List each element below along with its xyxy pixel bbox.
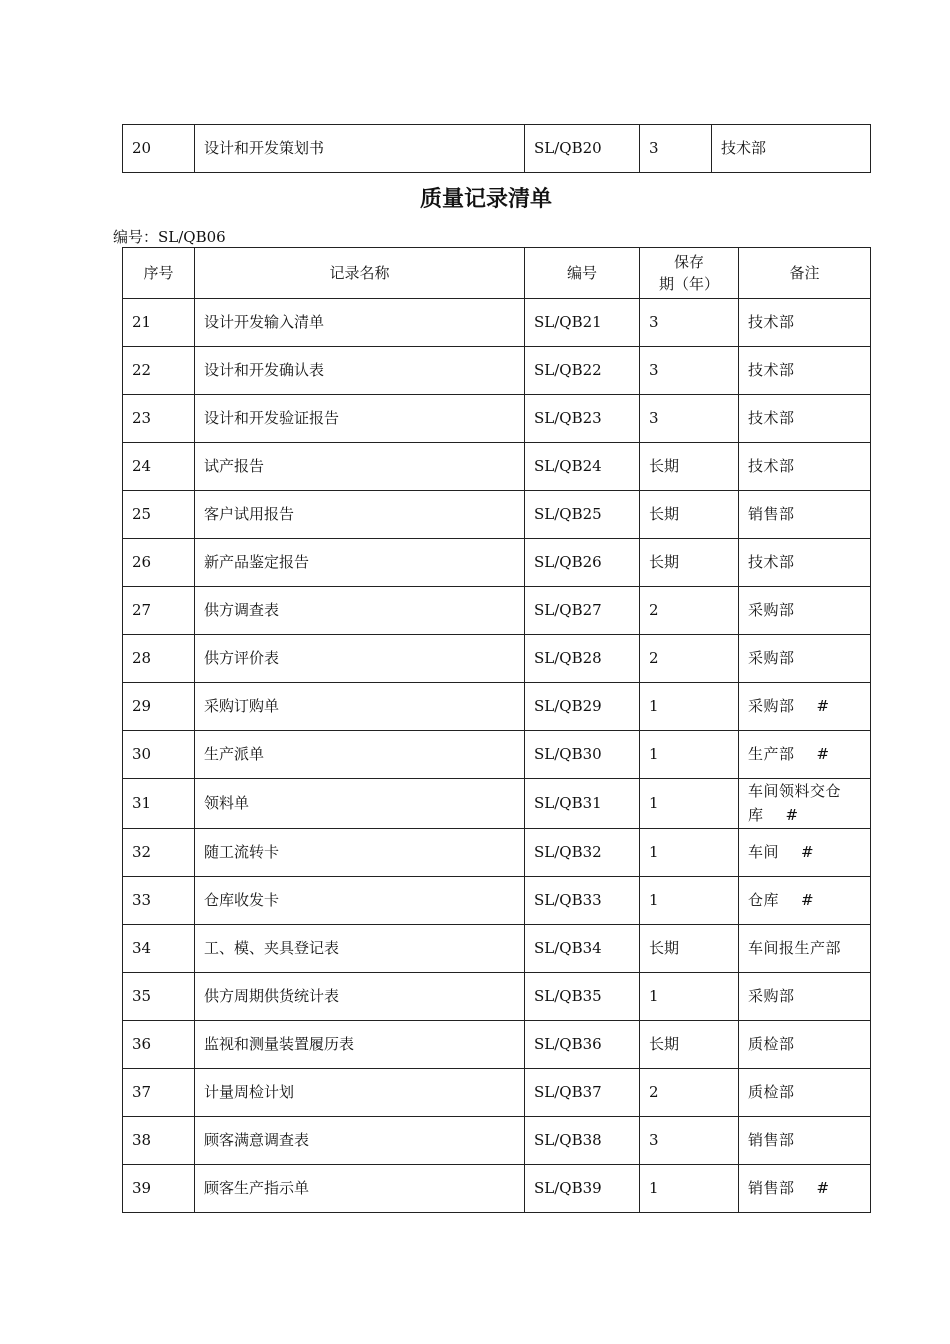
header-retention-line2: 期（年） — [658, 275, 719, 293]
remark — [739, 443, 871, 491]
record-name: 试产报告 — [195, 443, 525, 491]
record-code: SL/QB37 — [525, 1069, 640, 1117]
header-retention — [640, 248, 739, 299]
remark-text: 技术部 — [748, 312, 795, 331]
table-row — [123, 443, 871, 491]
record-name: 随工流转卡 — [195, 829, 525, 877]
row-number: 29 — [123, 683, 195, 731]
remark — [739, 829, 871, 877]
remark-text: 销售部 — [748, 504, 795, 523]
record-name: 监视和测量装置履历表 — [195, 1021, 525, 1069]
retention-period: 3 — [640, 299, 739, 347]
remark — [739, 925, 871, 973]
table-row — [123, 1069, 871, 1117]
row-number: 33 — [123, 877, 195, 925]
remark — [739, 1117, 871, 1165]
table-row — [123, 779, 871, 829]
table-header-row — [123, 248, 871, 299]
record-code: SL/QB26 — [525, 539, 640, 587]
remark-text: 车间报生产部 — [748, 938, 842, 957]
row-number: 31 — [123, 779, 195, 829]
record-name: 工、模、夹具登记表 — [195, 925, 525, 973]
retention-period: 1 — [640, 877, 739, 925]
record-code: SL/QB21 — [525, 299, 640, 347]
record-name: 顾客生产指示单 — [195, 1165, 525, 1213]
remark-text: 技术部 — [748, 408, 795, 427]
previous-page-table — [122, 124, 871, 173]
table-row — [123, 347, 871, 395]
page-title: 质量记录清单 — [419, 187, 552, 212]
remark — [739, 877, 871, 925]
remark-text: 仓库 — [748, 890, 780, 909]
document-number: 编号：SL/QB06 — [113, 228, 226, 246]
retention-period: 3 — [640, 1117, 739, 1165]
remark-text: 生产部 — [748, 744, 795, 763]
record-code: SL/QB22 — [525, 347, 640, 395]
retention-period: 3 — [640, 125, 712, 173]
remark-text: 质检部 — [748, 1034, 795, 1053]
record-code: SL/QB23 — [525, 395, 640, 443]
record-name: 采购订购单 — [195, 683, 525, 731]
retention-period: 1 — [640, 683, 739, 731]
retention-period: 长期 — [640, 1021, 739, 1069]
table-row — [123, 1117, 871, 1165]
remark-text: 采购部 — [748, 600, 795, 619]
quality-records-table — [122, 247, 871, 1213]
table-row — [123, 587, 871, 635]
row-number: 34 — [123, 925, 195, 973]
record-name: 设计和开发验证报告 — [195, 395, 525, 443]
record-code: SL/QB29 — [525, 683, 640, 731]
record-code: SL/QB24 — [525, 443, 640, 491]
remark — [739, 395, 871, 443]
record-name: 供方调查表 — [195, 587, 525, 635]
record-name: 仓库收发卡 — [195, 877, 525, 925]
record-code: SL/QB27 — [525, 587, 640, 635]
retention-period: 3 — [640, 347, 739, 395]
record-name: 设计和开发确认表 — [195, 347, 525, 395]
row-number: 38 — [123, 1117, 195, 1165]
table-row — [123, 973, 871, 1021]
record-code: SL/QB38 — [525, 1117, 640, 1165]
remark-text: 技术部 — [748, 360, 795, 379]
remark — [739, 347, 871, 395]
remark: 技术部 — [712, 125, 871, 173]
remark-mark: # — [801, 890, 815, 909]
remark-text: 质检部 — [748, 1082, 795, 1101]
remark — [739, 491, 871, 539]
table-row — [123, 877, 871, 925]
table-row — [123, 635, 871, 683]
row-number: 22 — [123, 347, 195, 395]
record-code: SL/QB34 — [525, 925, 640, 973]
retention-period: 2 — [640, 635, 739, 683]
remark — [739, 1069, 871, 1117]
remark — [739, 1021, 871, 1069]
record-code: SL/QB35 — [525, 973, 640, 1021]
record-name: 顾客满意调查表 — [195, 1117, 525, 1165]
record-name: 设计开发输入清单 — [195, 299, 525, 347]
table-row — [123, 125, 871, 173]
remark — [739, 587, 871, 635]
remark-text: 技术部 — [748, 552, 795, 571]
retention-period: 2 — [640, 1069, 739, 1117]
record-code: SL/QB28 — [525, 635, 640, 683]
remark — [739, 973, 871, 1021]
row-number: 26 — [123, 539, 195, 587]
header-retention-line1: 保存 — [673, 252, 704, 271]
record-code: SL/QB20 — [525, 125, 640, 173]
remark-text: 销售部 — [748, 1130, 795, 1149]
record-name: 生产派单 — [195, 731, 525, 779]
record-name: 新产品鉴定报告 — [195, 539, 525, 587]
retention-period: 长期 — [640, 443, 739, 491]
record-code: SL/QB32 — [525, 829, 640, 877]
row-number: 39 — [123, 1165, 195, 1213]
table-row — [123, 539, 871, 587]
retention-period: 2 — [640, 587, 739, 635]
table-row — [123, 683, 871, 731]
header-remark: 备注 — [739, 248, 871, 299]
row-number: 24 — [123, 443, 195, 491]
row-number: 28 — [123, 635, 195, 683]
record-code: SL/QB39 — [525, 1165, 640, 1213]
retention-period: 1 — [640, 829, 739, 877]
record-code: SL/QB33 — [525, 877, 640, 925]
table-row — [123, 1165, 871, 1213]
record-name: 计量周检计划 — [195, 1069, 525, 1117]
remark-text-line2: 库 — [748, 805, 764, 824]
record-code: SL/QB36 — [525, 1021, 640, 1069]
remark-text: 技术部 — [748, 456, 795, 475]
row-number: 21 — [123, 299, 195, 347]
remark — [739, 779, 871, 829]
remark-mark: # — [801, 842, 815, 861]
row-number: 30 — [123, 731, 195, 779]
record-code: SL/QB25 — [525, 491, 640, 539]
remark — [739, 299, 871, 347]
record-name: 领料单 — [195, 779, 525, 829]
record-name: 供方周期供货统计表 — [195, 973, 525, 1021]
table-row — [123, 491, 871, 539]
remark-text: 车间 — [748, 842, 780, 861]
row-number: 20 — [123, 125, 195, 173]
remark-mark: # — [785, 805, 799, 824]
row-number: 23 — [123, 395, 195, 443]
header-name: 记录名称 — [195, 248, 525, 299]
remark-mark: # — [816, 1178, 830, 1197]
record-name: 设计和开发策划书 — [195, 125, 525, 173]
remark — [739, 635, 871, 683]
record-code: SL/QB30 — [525, 731, 640, 779]
remark-mark: # — [816, 744, 830, 763]
retention-period: 3 — [640, 395, 739, 443]
retention-period: 长期 — [640, 539, 739, 587]
record-name: 客户试用报告 — [195, 491, 525, 539]
retention-period: 1 — [640, 779, 739, 829]
remark — [739, 1165, 871, 1213]
table-row — [123, 829, 871, 877]
row-number: 27 — [123, 587, 195, 635]
row-number: 37 — [123, 1069, 195, 1117]
remark-mark: # — [816, 696, 830, 715]
header-code: 编号 — [525, 248, 640, 299]
header-no: 序号 — [123, 248, 195, 299]
row-number: 35 — [123, 973, 195, 1021]
row-number: 25 — [123, 491, 195, 539]
record-name: 供方评价表 — [195, 635, 525, 683]
remark — [739, 683, 871, 731]
row-number: 32 — [123, 829, 195, 877]
retention-period: 1 — [640, 973, 739, 1021]
remark-text: 采购部 — [748, 986, 795, 1005]
table-row — [123, 731, 871, 779]
remark-text: 销售部 — [748, 1178, 795, 1197]
retention-period: 长期 — [640, 925, 739, 973]
remark-text: 采购部 — [748, 648, 795, 667]
remark-text: 车间领料交仓 — [748, 782, 842, 801]
remark — [739, 539, 871, 587]
table-row — [123, 925, 871, 973]
retention-period: 1 — [640, 731, 739, 779]
record-code: SL/QB31 — [525, 779, 640, 829]
table-row — [123, 1021, 871, 1069]
remark-text: 采购部 — [748, 696, 795, 715]
table-row — [123, 395, 871, 443]
row-number: 36 — [123, 1021, 195, 1069]
table-body — [123, 299, 871, 1213]
remark — [739, 731, 871, 779]
retention-period: 长期 — [640, 491, 739, 539]
table-row — [123, 299, 871, 347]
retention-period: 1 — [640, 1165, 739, 1213]
